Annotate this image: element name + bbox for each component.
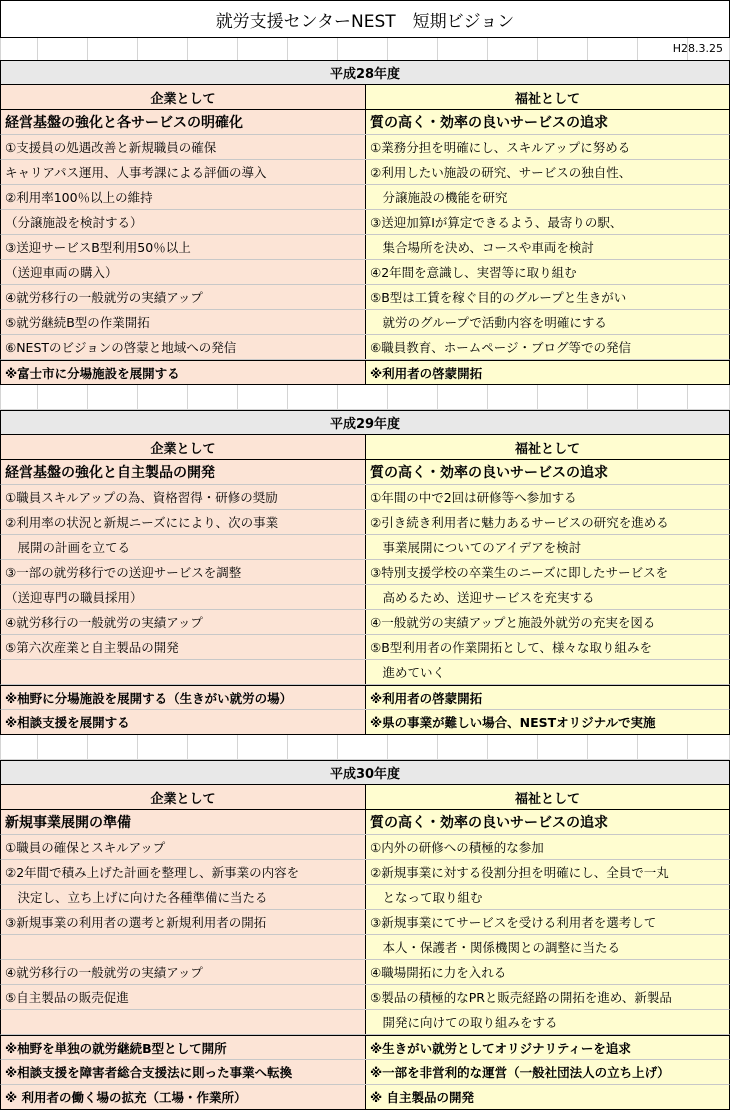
item-row	[0, 985, 730, 1010]
welfare-item: ①業務分担を明確にし、スキルアップに努める	[366, 135, 729, 159]
welfare-footer-note: ※県の事業が難しい場合、NESTオリジナルで実施	[366, 710, 729, 734]
company-item: （送迎専門の職員採用）	[1, 585, 366, 609]
company-item: 展開の計画を立てる	[1, 535, 366, 559]
welfare-item: 開発に向けての取り組みをする	[366, 1010, 729, 1034]
company-item: ③新規事業の利用者の選考と新規利用者の開拓	[1, 910, 366, 934]
company-item: ⑤第六次産業と自主製品の開発	[1, 635, 366, 659]
company-item: ⑥NESTのビジョンの啓蒙と地域への発信	[1, 335, 366, 359]
item-row	[0, 910, 730, 935]
company-footer-note: ※富士市に分場施設を展開する	[1, 361, 366, 384]
item-row	[0, 885, 730, 910]
company-item: ④就労移行の一般就労の実績アップ	[1, 285, 366, 309]
item-row	[0, 185, 730, 210]
date-row	[0, 38, 730, 60]
welfare-item: ⑤製品の積極的なPRと販売経路の開拓を進め、新製品	[366, 985, 729, 1009]
footer-row	[0, 1085, 730, 1110]
year-header: 平成29年度	[0, 410, 730, 435]
company-item: ②2年間で積み上げた計画を整理し、新事業の内容を	[1, 860, 366, 884]
company-goal: 新規事業展開の準備	[1, 810, 366, 834]
item-row	[0, 1010, 730, 1035]
welfare-item: ③送迎加算Ⅰが算定できるよう、最寄りの駅、	[366, 210, 729, 234]
company-footer-note: ※ 利用者の働く場の拡充（工場・作業所）	[1, 1085, 366, 1109]
footer-row	[0, 360, 730, 385]
welfare-goal: 質の高く・効率の良いサービスの追求	[366, 460, 729, 484]
welfare-footer-note: ※一部を非営利的な運営（一般社団法人の立ち上げ）	[366, 1060, 729, 1084]
welfare-item: 本人・保護者・関係機関との調整に当たる	[366, 935, 729, 959]
welfare-column-header: 福祉として	[366, 785, 729, 809]
company-item: 決定し、立ち上げに向けた各種準備に当たる	[1, 885, 366, 909]
column-header-row	[0, 785, 730, 810]
item-row	[0, 560, 730, 585]
year-header: 平成28年度	[0, 60, 730, 85]
welfare-item: 就労のグループで活動内容を明確にする	[366, 310, 729, 334]
welfare-goal: 質の高く・効率の良いサービスの追求	[366, 810, 729, 834]
item-row	[0, 260, 730, 285]
company-item: （分譲施設を検討する）	[1, 210, 366, 234]
item-row	[0, 610, 730, 635]
company-item: ①支援員の処遇改善と新規職員の確保	[1, 135, 366, 159]
welfare-item: ②新規事業に対する役割分担を明確にし、全員で一丸	[366, 860, 729, 884]
welfare-item: 進めていく	[366, 660, 729, 684]
footer-row	[0, 1035, 730, 1060]
item-row	[0, 210, 730, 235]
company-column-header: 企業として	[1, 785, 366, 809]
footer-row	[0, 1060, 730, 1085]
company-column-header: 企業として	[1, 435, 366, 459]
goal-row	[0, 460, 730, 485]
welfare-item: 高めるため、送迎サービスを充実する	[366, 585, 729, 609]
company-column-header: 企業として	[1, 85, 366, 109]
company-footer-note: ※相談支援を展開する	[1, 710, 366, 734]
item-row	[0, 585, 730, 610]
column-header-row	[0, 435, 730, 460]
item-row	[0, 535, 730, 560]
item-row	[0, 960, 730, 985]
spacer-row	[0, 385, 730, 410]
date-label: H28.3.25	[672, 42, 723, 55]
item-row	[0, 310, 730, 335]
item-row	[0, 510, 730, 535]
welfare-item: ⑤B型利用者の作業開拓として、様々な取り組みを	[366, 635, 729, 659]
welfare-item: 集合場所を決め、コースや車両を検討	[366, 235, 729, 259]
welfare-item: ②利用したい施設の研究、サービスの独自性、	[366, 160, 729, 184]
item-row	[0, 235, 730, 260]
spacer-row	[0, 735, 730, 760]
welfare-item: ⑥職員教育、ホームページ・ブログ等での発信	[366, 335, 729, 359]
welfare-item: ③特別支援学校の卒業生のニーズに即したサービスを	[366, 560, 729, 584]
welfare-footer-note: ※利用者の啓蒙開拓	[366, 361, 729, 384]
company-item	[1, 935, 366, 959]
welfare-column-header: 福祉として	[366, 85, 729, 109]
welfare-item: となって取り組む	[366, 885, 729, 909]
welfare-item: 分譲施設の機能を研究	[366, 185, 729, 209]
company-item: ④就労移行の一般就労の実績アップ	[1, 960, 366, 984]
welfare-item: ①年間の中で2回は研修等へ参加する	[366, 485, 729, 509]
company-item: ③一部の就労移行での送迎サービスを調整	[1, 560, 366, 584]
company-goal: 経営基盤の強化と各サービスの明確化	[1, 110, 366, 134]
welfare-footer-note: ※生きがい就労としてオリジナリティーを追求	[366, 1036, 729, 1059]
company-item	[1, 1010, 366, 1034]
company-item: ⑤自主製品の販売促進	[1, 985, 366, 1009]
company-item: ①職員スキルアップの為、資格習得・研修の奨励	[1, 485, 366, 509]
welfare-item: ④職場開拓に力を入れる	[366, 960, 729, 984]
company-footer-note: ※柚野を単独の就労継続B型として開所	[1, 1036, 366, 1059]
welfare-item: ⑤B型は工賃を稼ぐ目的のグループと生きがい	[366, 285, 729, 309]
welfare-item: ②引き続き利用者に魅力あるサービスの研究を進める	[366, 510, 729, 534]
item-row	[0, 635, 730, 660]
welfare-goal: 質の高く・効率の良いサービスの追求	[366, 110, 729, 134]
item-row	[0, 285, 730, 310]
company-item: ②利用率の状況と新規ニーズににより、次の事業	[1, 510, 366, 534]
item-row	[0, 860, 730, 885]
column-header-row	[0, 85, 730, 110]
welfare-item: ④2年間を意識し、実習等に取り組む	[366, 260, 729, 284]
item-row	[0, 660, 730, 685]
welfare-footer-note: ※ 自主製品の開発	[366, 1085, 729, 1109]
company-item: ④就労移行の一般就労の実績アップ	[1, 610, 366, 634]
welfare-item: ①内外の研修への積極的な参加	[366, 835, 729, 859]
item-row	[0, 485, 730, 510]
item-row	[0, 135, 730, 160]
page-title: 就労支援センターNEST 短期ビジョン	[0, 0, 730, 38]
company-item: ⑤就労継続B型の作業開拓	[1, 310, 366, 334]
welfare-column-header: 福祉として	[366, 435, 729, 459]
company-item: キャリアパス運用、人事考課による評価の導入	[1, 160, 366, 184]
company-item: ③送迎サービスB型利用50％以上	[1, 235, 366, 259]
year-header: 平成30年度	[0, 760, 730, 785]
company-item: ①職員の確保とスキルアップ	[1, 835, 366, 859]
footer-row	[0, 710, 730, 735]
goal-row	[0, 110, 730, 135]
welfare-footer-note: ※利用者の啓蒙開拓	[366, 686, 729, 709]
item-row	[0, 160, 730, 185]
company-item: （送迎車両の購入）	[1, 260, 366, 284]
company-item: ②利用率100％以上の維持	[1, 185, 366, 209]
item-row	[0, 835, 730, 860]
item-row	[0, 335, 730, 360]
company-goal: 経営基盤の強化と自主製品の開発	[1, 460, 366, 484]
welfare-item: ③新規事業にてサービスを受ける利用者を選考して	[366, 910, 729, 934]
goal-row	[0, 810, 730, 835]
item-row	[0, 935, 730, 960]
company-item	[1, 660, 366, 684]
welfare-item: ④一般就労の実績アップと施設外就労の充実を図る	[366, 610, 729, 634]
welfare-item: 事業展開についてのアイデアを検討	[366, 535, 729, 559]
footer-row	[0, 685, 730, 710]
company-footer-note: ※柚野に分場施設を展開する（生きがい就労の場）	[1, 686, 366, 709]
company-footer-note: ※相談支援を障害者総合支援法に則った事業へ転換	[1, 1060, 366, 1084]
